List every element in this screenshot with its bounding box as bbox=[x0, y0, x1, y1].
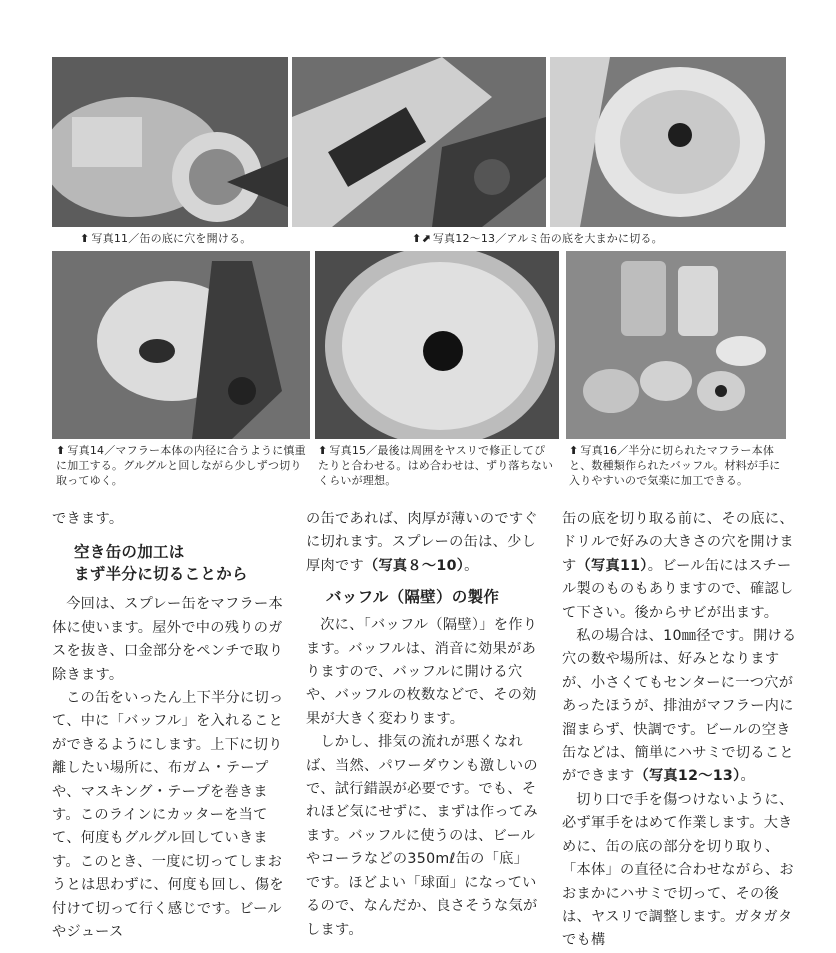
photo-13-image bbox=[550, 57, 786, 227]
up-arrow-icon: ⬆⬈ bbox=[412, 232, 431, 245]
photo-ref: （写真11） bbox=[576, 557, 648, 574]
article-column-1 bbox=[52, 508, 288, 945]
photo-15-caption bbox=[318, 443, 556, 488]
photo-12-image bbox=[292, 57, 546, 227]
photo-11-image bbox=[52, 57, 288, 227]
section-heading-1-line2: まず半分に切ることから bbox=[74, 565, 248, 584]
up-arrow-icon: ⬆ bbox=[569, 444, 579, 457]
section-heading-2: バッフル（隔壁）の製作 bbox=[326, 588, 500, 607]
photo-11-caption bbox=[80, 231, 300, 246]
up-arrow-icon: ⬆ bbox=[56, 444, 66, 457]
col3-paragraph-2 bbox=[562, 625, 798, 789]
col3-paragraph-1 bbox=[562, 508, 798, 625]
photo-11-caption-text: 写真11／缶の底に穴を開ける。 bbox=[91, 232, 252, 245]
col3-p1-text: 缶の底を切り取る前に、その底に、ドリルで好みの大きさの穴を開けます bbox=[562, 511, 794, 574]
section-heading-1-line1: 空き缶の加工は bbox=[74, 543, 185, 562]
photo-ref: （写真12〜13） bbox=[634, 768, 741, 785]
col3-p2-text: 私の場合は、10㎜径です。開ける穴の数や場所は、好みとなりますが、小さくてもセンターに一つ穴があったほうが、排油がマフラー内に溜まらず、快調です。ビールの空き缶などは、簡単にハサミで切ることができます bbox=[562, 628, 797, 785]
article-column-2 bbox=[306, 508, 542, 942]
col1-paragraph-2: この缶をいったん上下半分に切って、中に「バッフル」を入れることができるようにします。上下に切り離したい場所に、布ガム・テープや、マスキング・テープを巻きます。このラインにカッターを当てて、何度もグルグル回していきます。このとき、一度に切ってしまおうとは思わずに、何度も回し、傷を付けて切って行く感じです。ビールやジュース bbox=[52, 690, 284, 941]
col2-lead bbox=[306, 508, 542, 578]
photo-12-13-caption-text: 写真12〜13／アルミ缶の底を大まかに切る。 bbox=[432, 232, 663, 245]
col3-paragraph-3: 切り口で手を傷つけないように、必ず軍手をはめて作業します。大きめに、缶の底の部分を切り取り、「本体」の直径に合わせながら、おおまかにハサミで切って、その後は、ヤスリで調整します。ガタガタでも構 bbox=[562, 791, 794, 949]
photo-12 bbox=[292, 57, 546, 227]
col1-lead: できます。 bbox=[52, 511, 124, 527]
photo-16 bbox=[566, 251, 786, 439]
up-arrow-icon: ⬆ bbox=[318, 444, 328, 457]
col2-paragraph-1: 次に、「バッフル（隔壁）」を作ります。バッフルは、消音に効果がありますので、バッフルに開ける穴や、バッフルの枚数などで、その効果が大きく変わります。 bbox=[306, 617, 538, 727]
photo-14-caption bbox=[56, 443, 308, 488]
up-arrow-icon: ⬆ bbox=[80, 232, 90, 245]
col2-paragraph-2: しかし、排気の流れが悪くなれば、当然、パワーダウンも激しいので、試行錯誤が必要です。でも、それほど気にせずに、まずは作ってみます。バッフルに使うのは、ビールやコーラなどの350mℓ缶の「底」です。ほどよい「球面」になっているので、なんだか、良さそうな気がします。 bbox=[306, 734, 538, 938]
col3-p2-text-end: 。 bbox=[740, 768, 755, 785]
photo-11 bbox=[52, 57, 288, 227]
photo-14-caption-text: 写真14／マフラー本体の内径に合うように慎重に加工する。グルグルと回しながら少しずつ切り取ってゆく。 bbox=[56, 444, 306, 487]
photo-16-caption bbox=[569, 443, 789, 488]
photo-13 bbox=[550, 57, 786, 227]
photo-15 bbox=[315, 251, 559, 439]
photo-12-13-caption bbox=[412, 231, 712, 246]
photo-16-caption-text: 写真16／半分に切られたマフラー本体と、数種類作られたバッフル。材料が手に入りやすいので気楽に加工できる。 bbox=[569, 444, 781, 487]
photo-15-image bbox=[315, 251, 559, 439]
photo-14-image bbox=[52, 251, 310, 439]
photo-14 bbox=[52, 251, 310, 439]
section-heading-1 bbox=[74, 541, 288, 585]
photo-16-image bbox=[566, 251, 786, 439]
photo-15-caption-text: 写真15／最後は周囲をヤスリで修正してぴたりと合わせる。はめ合わせは、ずり落ちないくらいが理想。 bbox=[318, 444, 554, 487]
col3-p1-text-end: 。ビール缶にはスチール製のものもありますので、確認して下さい。後からサビが出ます。 bbox=[562, 557, 794, 621]
photo-ref: （写真８〜10） bbox=[363, 557, 465, 574]
col2-lead-text: の缶であれば、肉厚が薄いのですぐに切れます。スプレーの缶は、少し厚肉です bbox=[306, 511, 538, 574]
col2-lead-end: 。 bbox=[464, 557, 479, 574]
col1-paragraph-1: 今回は、スプレー缶をマフラー本体に使います。屋外で中の残りのガスを抜き、口金部分をペンチで取り除きます。 bbox=[52, 596, 284, 683]
article-column-3 bbox=[562, 508, 798, 953]
